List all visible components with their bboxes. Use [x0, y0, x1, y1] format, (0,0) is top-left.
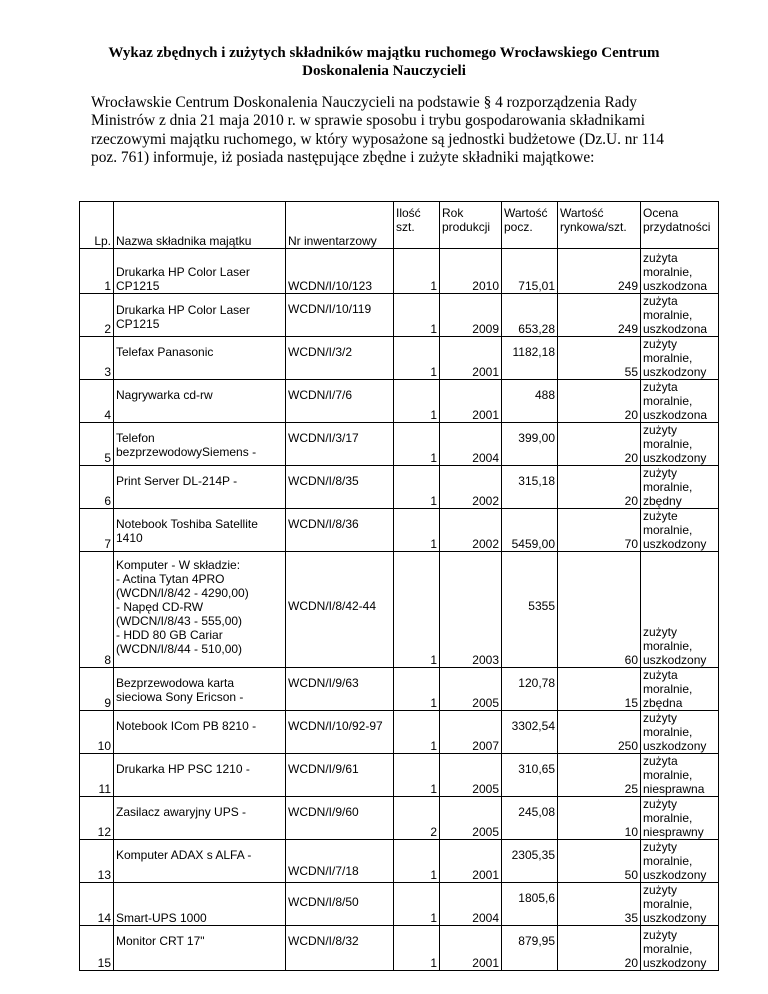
cell-nazwa: Telefon bezprzewodowySiemens -	[114, 423, 286, 466]
cell-nr: WCDN/I/8/50	[286, 883, 394, 926]
cell-ocena: zużyta moralnie, uszkodzona	[641, 380, 719, 423]
table-row	[80, 797, 719, 840]
table-row	[80, 337, 719, 380]
cell-ocena: zużyty moralnie, uszkodzony	[641, 552, 719, 668]
cell-nazwa: Drukarka HP Color Laser CP1215	[114, 294, 286, 337]
table-row	[80, 926, 719, 971]
cell-nazwa: Telefax Panasonic	[114, 337, 286, 380]
cell-wartosc-ryn: 35	[558, 883, 641, 926]
cell-ocena: zużyty moralnie, zbędny	[641, 466, 719, 509]
cell-wartosc-ryn: 10	[558, 797, 641, 840]
intro-line: Ministrów z dnia 21 maja 2010 r. w sprawie sposobu i trybu gospodarowania składnikami	[91, 112, 645, 130]
cell-wartosc-ryn: 20	[558, 423, 641, 466]
cell-ilosc: 1	[394, 466, 440, 509]
cell-wartosc-pocz: 5459,00	[502, 509, 558, 552]
cell-wartosc-ryn: 20	[558, 380, 641, 423]
intro-line: rzeczowymi majątku ruchomego, w który wyposażone są jednostki budżetowe (Dz.U. nr 114	[91, 130, 664, 148]
cell-nazwa: Drukarka HP Color Laser CP1215	[114, 249, 286, 294]
cell-ocena: zużyte moralnie, uszkodzony	[641, 509, 719, 552]
intro-line: poz. 761) informuje, iż posiada następujące zbędne i zużyte składniki majątkowe:	[91, 148, 595, 166]
cell-nazwa: Notebook ICom PB 8210 -	[114, 711, 286, 754]
header-ocena: Ocena przydatności	[641, 202, 719, 249]
cell-lp: 5	[80, 423, 114, 466]
cell-nazwa: Notebook Toshiba Satellite 1410	[114, 509, 286, 552]
cell-nr: WCDN/I/7/18	[286, 840, 394, 883]
cell-ocena: zużyta moralnie, uszkodzona	[641, 249, 719, 294]
cell-wartosc-ryn: 60	[558, 552, 641, 668]
cell-wartosc-pocz: 653,28	[502, 294, 558, 337]
cell-lp: 15	[80, 926, 114, 971]
cell-lp: 8	[80, 552, 114, 668]
cell-rok: 2005	[440, 668, 502, 711]
table-row	[80, 552, 719, 668]
cell-nazwa: Drukarka HP PSC 1210 -	[114, 754, 286, 797]
header-nr: Nr inwentarzowy	[286, 202, 394, 249]
cell-ocena: zużyty moralnie, uszkodzony	[641, 883, 719, 926]
cell-wartosc-ryn: 25	[558, 754, 641, 797]
cell-wartosc-pocz: 1805,6	[502, 883, 558, 926]
cell-wartosc-ryn: 249	[558, 294, 641, 337]
cell-nr: WCDN/I/3/2	[286, 337, 394, 380]
cell-wartosc-pocz: 2305,35	[502, 840, 558, 883]
header-wartosc-ryn: Wartość rynkowa/szt.	[558, 202, 641, 249]
intro-line: Wrocławskie Centrum Doskonalenia Nauczycieli na podstawie § 4 rozporządzenia Rady	[91, 94, 637, 111]
header-nazwa: Nazwa składnika majątku	[114, 202, 286, 249]
cell-lp: 7	[80, 509, 114, 552]
cell-ocena: zużyty moralnie, niesprawny	[641, 797, 719, 840]
cell-nazwa: Komputer ADAX s ALFA -	[114, 840, 286, 883]
cell-rok: 2002	[440, 509, 502, 552]
cell-lp: 9	[80, 668, 114, 711]
header-wartosc-pocz: Wartość pocz.	[502, 202, 558, 249]
table-row	[80, 509, 719, 552]
cell-wartosc-ryn: 55	[558, 337, 641, 380]
cell-rok: 2004	[440, 883, 502, 926]
cell-rok: 2009	[440, 294, 502, 337]
cell-ilosc: 1	[394, 668, 440, 711]
cell-lp: 6	[80, 466, 114, 509]
cell-wartosc-pocz: 3302,54	[502, 711, 558, 754]
cell-wartosc-pocz: 315,18	[502, 466, 558, 509]
table-row	[80, 466, 719, 509]
cell-nr: WCDN/I/8/35	[286, 466, 394, 509]
cell-ilosc: 1	[394, 249, 440, 294]
cell-wartosc-ryn: 20	[558, 926, 641, 971]
cell-ilosc: 1	[394, 380, 440, 423]
cell-wartosc-pocz: 310,65	[502, 754, 558, 797]
cell-rok: 2010	[440, 249, 502, 294]
cell-nr: WCDN/I/9/63	[286, 668, 394, 711]
cell-wartosc-pocz: 399,00	[502, 423, 558, 466]
cell-ilosc: 1	[394, 423, 440, 466]
cell-nr: WCDN/I/8/32	[286, 926, 394, 971]
cell-ilosc: 1	[394, 926, 440, 971]
table-header	[80, 202, 719, 249]
table-row	[80, 754, 719, 797]
cell-nazwa: Zasilacz awaryjny UPS -	[114, 797, 286, 840]
header-lp: Lp.	[80, 202, 114, 249]
cell-ocena: zużyta moralnie, niesprawna	[641, 754, 719, 797]
cell-ilosc: 1	[394, 294, 440, 337]
cell-wartosc-pocz: 120,78	[502, 668, 558, 711]
cell-wartosc-ryn: 250	[558, 711, 641, 754]
assets-table	[79, 201, 719, 971]
cell-wartosc-ryn: 50	[558, 840, 641, 883]
cell-ocena: zużyty moralnie, uszkodzony	[641, 337, 719, 380]
cell-ilosc: 1	[394, 883, 440, 926]
cell-ocena: zużyty moralnie, uszkodzony	[641, 926, 719, 971]
cell-nr: WCDN/I/10/92-97	[286, 711, 394, 754]
cell-lp: 1	[80, 249, 114, 294]
cell-rok: 2005	[440, 754, 502, 797]
cell-nr: WCDN/I/3/17	[286, 423, 394, 466]
title-line-2: Doskonalenia Nauczycieli	[302, 63, 466, 79]
cell-ocena: zużyty moralnie, uszkodzony	[641, 840, 719, 883]
intro-paragraph	[91, 94, 691, 167]
cell-ilosc: 1	[394, 711, 440, 754]
table-row	[80, 380, 719, 423]
header-ilosc: Ilość szt.	[394, 202, 440, 249]
cell-nr: WCDN/I/9/61	[286, 754, 394, 797]
cell-rok: 2003	[440, 552, 502, 668]
table-row	[80, 423, 719, 466]
cell-ocena: zużyta moralnie, zbędna	[641, 668, 719, 711]
cell-nr: WCDN/I/10/119	[286, 294, 394, 337]
cell-nazwa: Nagrywarka cd-rw	[114, 380, 286, 423]
cell-wartosc-pocz: 245,08	[502, 797, 558, 840]
cell-rok: 2001	[440, 337, 502, 380]
cell-nazwa: Monitor CRT 17"	[114, 926, 286, 971]
table-row	[80, 711, 719, 754]
cell-nr: WCDN/I/10/123	[286, 249, 394, 294]
cell-wartosc-ryn: 20	[558, 466, 641, 509]
cell-lp: 14	[80, 883, 114, 926]
cell-nr: WCDN/I/8/42-44	[286, 552, 394, 668]
cell-nr: WCDN/I/9/60	[286, 797, 394, 840]
table-row	[80, 294, 719, 337]
cell-lp: 13	[80, 840, 114, 883]
cell-lp: 2	[80, 294, 114, 337]
cell-lp: 12	[80, 797, 114, 840]
cell-ilosc: 1	[394, 337, 440, 380]
cell-nazwa: Print Server DL-214P -	[114, 466, 286, 509]
cell-ocena: zużyty moralnie, uszkodzony	[641, 423, 719, 466]
table-row	[80, 249, 719, 294]
table-row	[80, 840, 719, 883]
cell-rok: 2005	[440, 797, 502, 840]
cell-lp: 3	[80, 337, 114, 380]
table-row	[80, 668, 719, 711]
cell-lp: 4	[80, 380, 114, 423]
cell-nazwa: Bezprzewodowa karta sieciowa Sony Ericson -	[114, 668, 286, 711]
cell-lp: 10	[80, 711, 114, 754]
cell-nazwa: Smart-UPS 1000	[114, 883, 286, 926]
cell-nr: WCDN/I/7/6	[286, 380, 394, 423]
cell-ilosc: 1	[394, 509, 440, 552]
table-row	[80, 883, 719, 926]
cell-ocena: zużyta moralnie, uszkodzona	[641, 294, 719, 337]
header-rok: Rok produkcji	[440, 202, 502, 249]
cell-ilosc: 2	[394, 797, 440, 840]
cell-rok: 2001	[440, 840, 502, 883]
title-line-1: Wykaz zbędnych i zużytych składników majątku ruchomego Wrocławskiego Centrum	[108, 45, 660, 61]
cell-wartosc-pocz: 1182,18	[502, 337, 558, 380]
cell-lp: 11	[80, 754, 114, 797]
cell-rok: 2001	[440, 926, 502, 971]
cell-rok: 2001	[440, 380, 502, 423]
cell-rok: 2002	[440, 466, 502, 509]
cell-ilosc: 1	[394, 552, 440, 668]
cell-rok: 2007	[440, 711, 502, 754]
cell-wartosc-pocz: 488	[502, 380, 558, 423]
cell-ilosc: 1	[394, 754, 440, 797]
cell-wartosc-pocz: 5355	[502, 552, 558, 668]
cell-wartosc-pocz: 715,01	[502, 249, 558, 294]
cell-wartosc-ryn: 249	[558, 249, 641, 294]
cell-wartosc-ryn: 15	[558, 668, 641, 711]
document-title	[60, 44, 708, 80]
cell-nr: WCDN/I/8/36	[286, 509, 394, 552]
cell-ilosc: 1	[394, 840, 440, 883]
cell-nazwa: Komputer - W składzie: - Actina Tytan 4PRO (WCDN/I/8/42 - 4290,00) - Napęd CD-RW (WDCN/I/8/43 - 555,00) - HDD 80 GB Cariar (WCDN/I/8/44 - 510,00)	[114, 552, 286, 668]
cell-rok: 2004	[440, 423, 502, 466]
cell-wartosc-ryn: 70	[558, 509, 641, 552]
cell-ocena: zużyty moralnie, uszkodzony	[641, 711, 719, 754]
cell-wartosc-pocz: 879,95	[502, 926, 558, 971]
